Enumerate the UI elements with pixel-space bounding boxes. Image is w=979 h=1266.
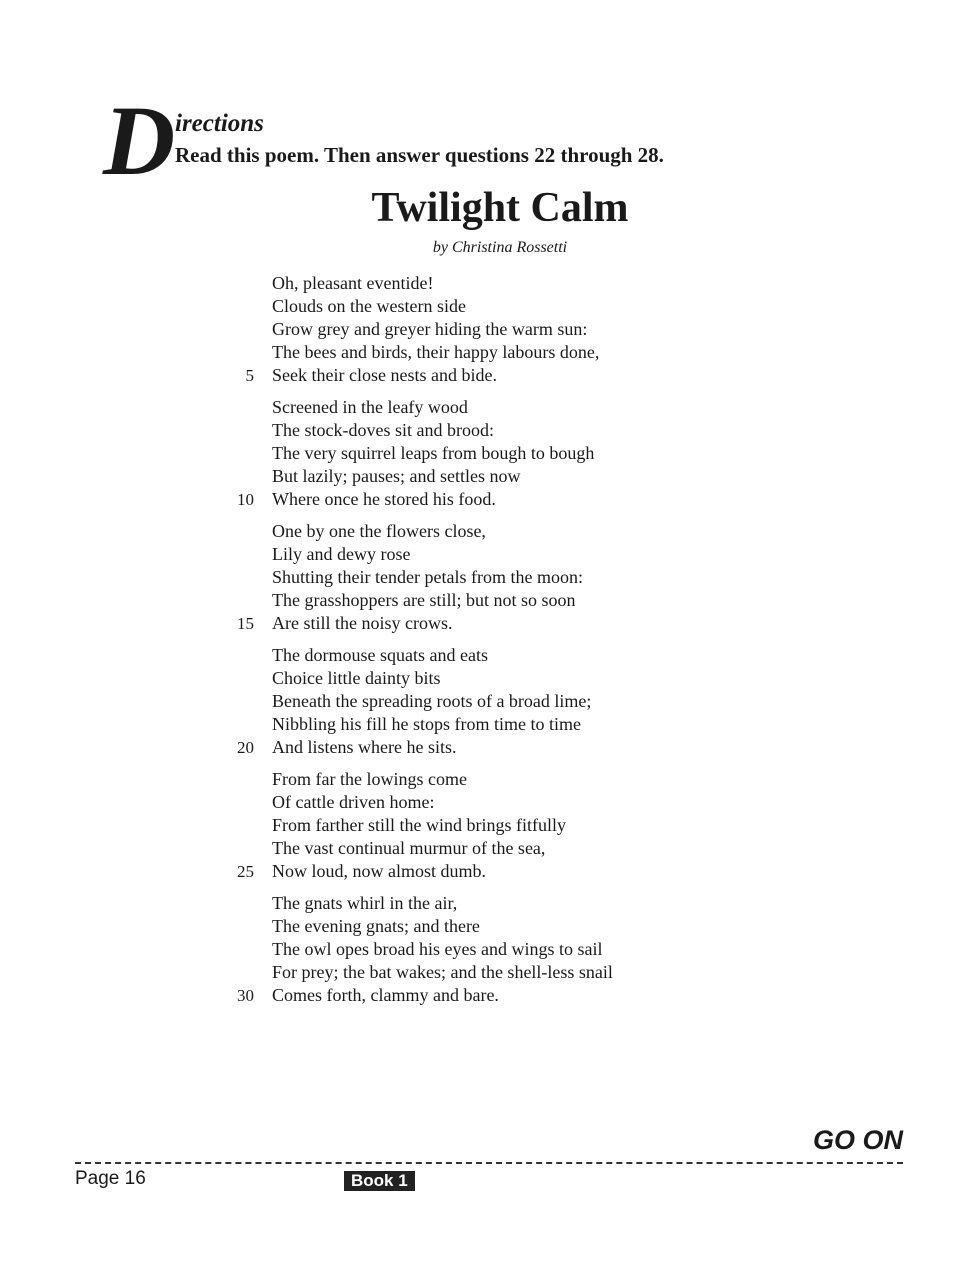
poem-line — [220, 667, 740, 690]
line-number: 20 — [237, 738, 254, 757]
line-text: The bees and birds, their happy labours done, — [272, 342, 600, 362]
poem-line — [220, 612, 740, 635]
line-text: The owl opes broad his eyes and wings to sail — [272, 939, 603, 959]
line-text: Seek their close nests and bide. — [272, 365, 497, 385]
stanza — [220, 520, 740, 635]
line-text: Shutting their tender petals from the moon: — [272, 567, 583, 587]
poem-line — [220, 713, 740, 736]
line-text: Are still the noisy crows. — [272, 613, 453, 633]
directions-instruction: Read this poem. Then answer questions 22 through 28. — [175, 143, 664, 167]
line-number: 25 — [237, 862, 254, 881]
stanza — [220, 272, 740, 387]
line-text: Lily and dewy rose — [272, 544, 411, 564]
page-number: Page 16 — [75, 1168, 146, 1189]
line-text: The very squirrel leaps from bough to bough — [272, 443, 595, 463]
stanza — [220, 892, 740, 1007]
poem-line — [220, 837, 740, 860]
line-text: Comes forth, clammy and bare. — [272, 985, 499, 1005]
line-text: Of cattle driven home: — [272, 792, 435, 812]
poem-line — [220, 589, 740, 612]
poem-line — [220, 419, 740, 442]
line-text: The stock-doves sit and brood: — [272, 420, 494, 440]
line-number: 15 — [237, 614, 254, 633]
poem-line — [220, 892, 740, 915]
poem-line — [220, 814, 740, 837]
directions-dropcap: D — [103, 85, 176, 196]
line-text: Nibbling his fill he stops from time to time — [272, 714, 581, 734]
directions-word: irections — [175, 110, 264, 137]
line-text: Oh, pleasant eventide! — [272, 273, 434, 293]
line-text: Choice little dainty bits — [272, 668, 441, 688]
poem-line — [220, 442, 740, 465]
stanza — [220, 644, 740, 759]
poem-line — [220, 295, 740, 318]
poem-line — [220, 938, 740, 961]
poem-line — [220, 961, 740, 984]
line-text: From farther still the wind brings fitfully — [272, 815, 566, 835]
line-text: Where once he stored his food. — [272, 489, 496, 509]
poem-line — [220, 465, 740, 488]
poem-line — [220, 396, 740, 419]
line-text: The grasshoppers are still; but not so soon — [272, 590, 576, 610]
poem-line — [220, 768, 740, 791]
book-badge: Book 1 — [344, 1171, 415, 1191]
poem-line — [220, 690, 740, 713]
go-on-label: GO ON — [812, 1125, 903, 1155]
line-text: The evening gnats; and there — [272, 916, 480, 936]
line-text: Screened in the leafy wood — [272, 397, 468, 417]
poem-line — [220, 364, 740, 387]
line-text: And listens where he sits. — [272, 737, 457, 757]
line-number: 30 — [237, 986, 254, 1005]
poem-line — [220, 520, 740, 543]
stanza — [220, 396, 740, 511]
line-text: For prey; the bat wakes; and the shell-less snail — [272, 962, 613, 982]
poem-author: by Christina Rossetti — [432, 239, 568, 256]
poem-line — [220, 488, 740, 511]
poem-body — [220, 272, 740, 1016]
poem-line — [220, 736, 740, 759]
poem-line — [220, 915, 740, 938]
poem-line — [220, 984, 740, 1007]
line-text: Now loud, now almost dumb. — [272, 861, 486, 881]
line-text: The gnats whirl in the air, — [272, 893, 458, 913]
line-number: 5 — [245, 366, 254, 385]
poem-line — [220, 543, 740, 566]
poem-line — [220, 791, 740, 814]
poem-title: Twilight Calm — [371, 185, 629, 231]
poem-line — [220, 860, 740, 883]
poem-line — [220, 318, 740, 341]
stanza — [220, 768, 740, 883]
line-text: Beneath the spreading roots of a broad lime; — [272, 691, 592, 711]
line-text: The dormouse squats and eats — [272, 645, 488, 665]
line-number: 10 — [237, 490, 254, 509]
footer-divider — [75, 1162, 903, 1164]
line-text: One by one the flowers close, — [272, 521, 486, 541]
line-text: From far the lowings come — [272, 769, 467, 789]
poem-line — [220, 272, 740, 295]
poem-line — [220, 341, 740, 364]
poem-line — [220, 644, 740, 667]
line-text: The vast continual murmur of the sea, — [272, 838, 546, 858]
poem-line — [220, 566, 740, 589]
line-text: Grow grey and greyer hiding the warm sun: — [272, 319, 588, 339]
line-text: But lazily; pauses; and settles now — [272, 466, 521, 486]
line-text: Clouds on the western side — [272, 296, 466, 316]
